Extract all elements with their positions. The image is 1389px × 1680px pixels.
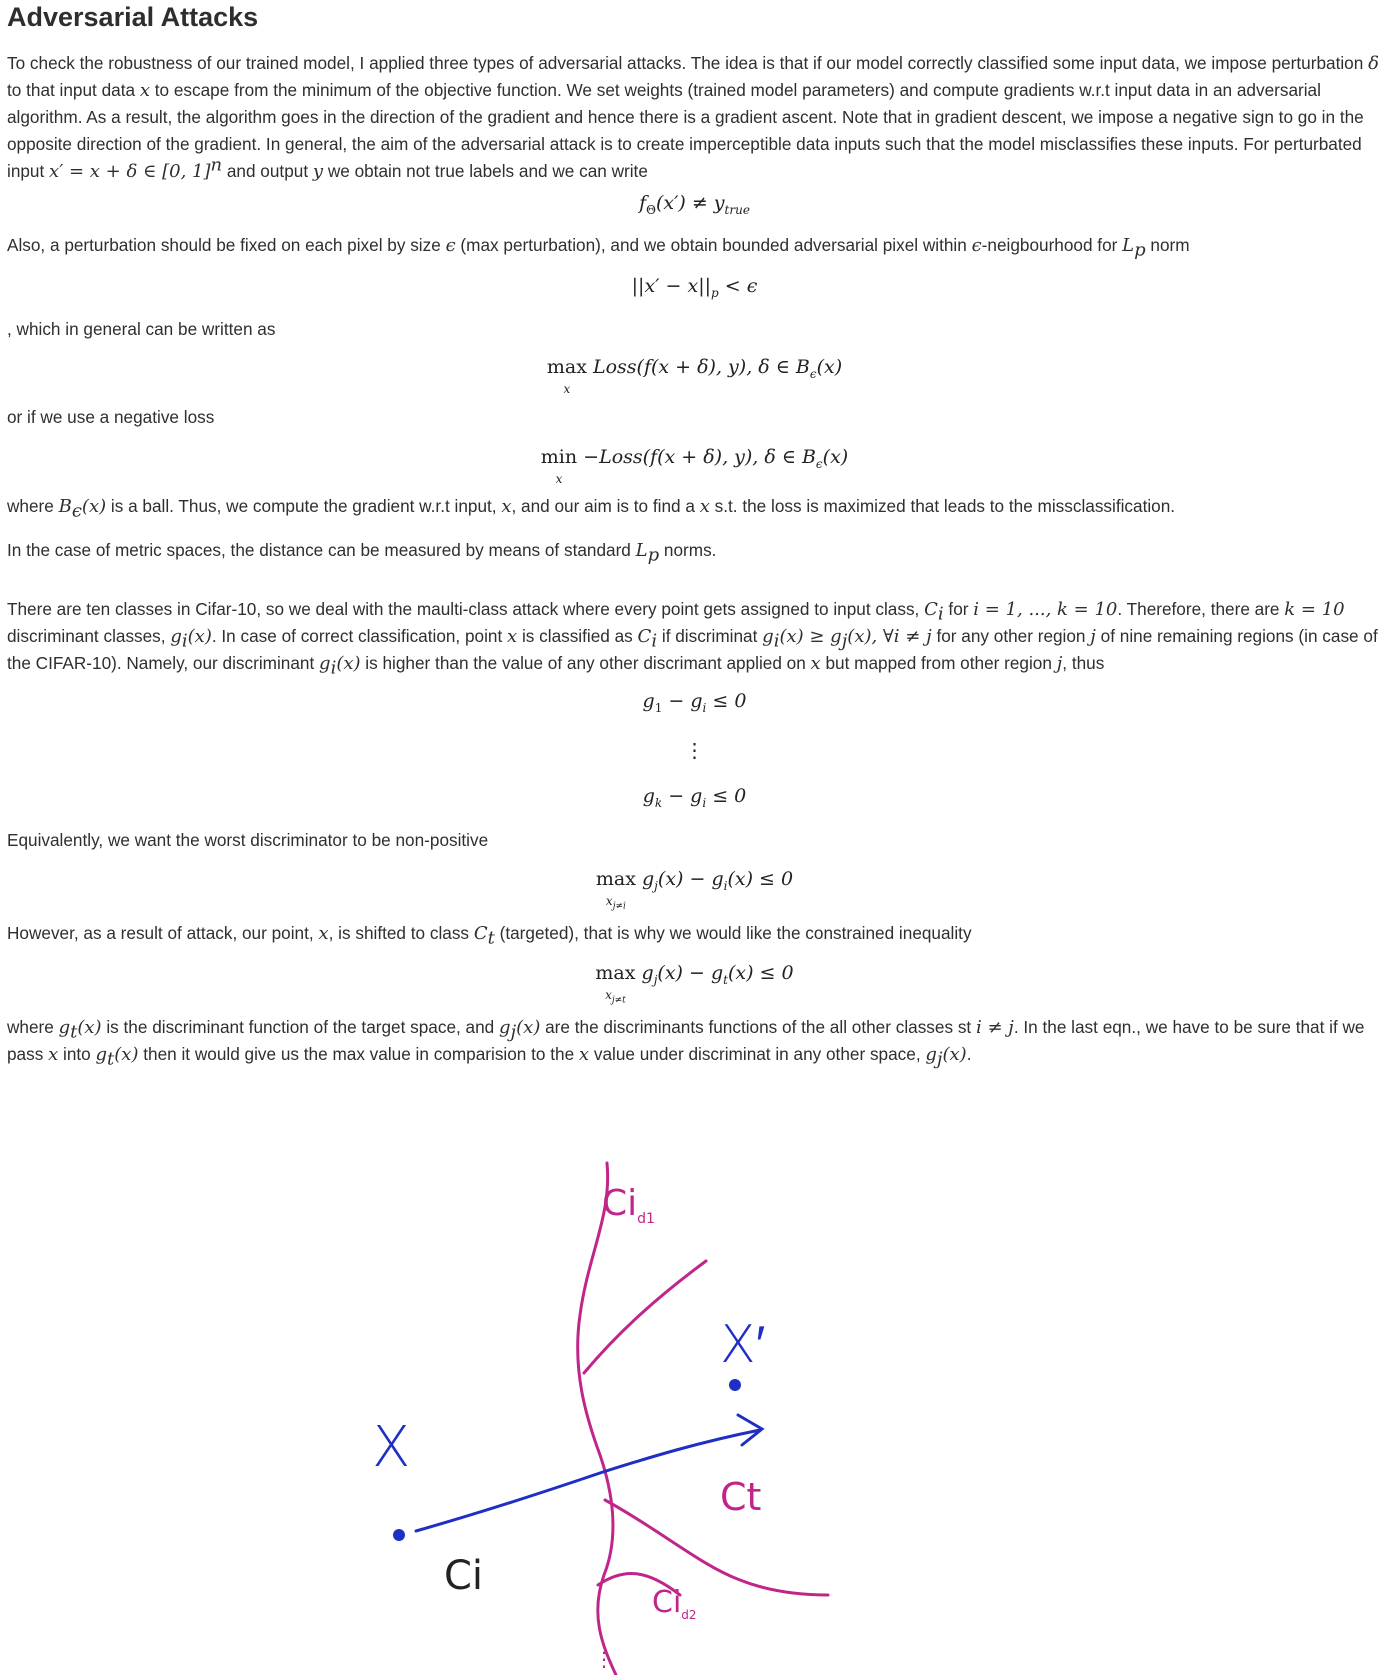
- math-body: < ϵ: [718, 275, 758, 297]
- text-run: if discriminat: [657, 626, 763, 646]
- negative-loss-text: or if we use a negative loss: [7, 407, 215, 427]
- math-sub: p: [647, 544, 660, 566]
- math-C: C: [924, 599, 938, 620]
- text-run: then it would give us the max value in comparision to the: [138, 1044, 579, 1064]
- operator-subscript: x: [563, 382, 571, 396]
- operator-subscript-var: x: [605, 988, 612, 1002]
- math-range: i = 1, ..., k = 10: [973, 599, 1118, 620]
- text-run: Also, a perturbation should be fixed on each pixel by size: [7, 235, 446, 255]
- math-sub: i: [651, 630, 658, 652]
- math-x: x: [48, 1044, 59, 1065]
- math-sub: i: [702, 700, 707, 715]
- math-sub: i: [181, 630, 188, 652]
- text-run: to escape from the minimum of the objective function. We set weights (trained model parameters) and compute gradients w.r.t input data in an adversarial algorithm. As a result, the algorithm goes in the direction of the gradient and hence there is a gradient ascent. Note that in gradient descent, we impose a negative sign to go in the opposite direction of the gradient. In general, the aim of the adversarial attack is to create imperceptible data inputs such that the model misclassifies these inputs. For perturbated input: [7, 80, 1364, 181]
- math-g: g: [95, 1044, 108, 1065]
- math-g: g: [925, 1044, 937, 1065]
- text-run: but mapped from other region: [820, 653, 1057, 673]
- min-operator: [540, 446, 578, 486]
- math-sub: i: [937, 603, 944, 625]
- math-sub: i: [773, 630, 780, 652]
- adversarial-shift-figure: [372, 1155, 900, 1675]
- math-g: g: [319, 653, 331, 674]
- label-cid2-main: Ci: [652, 1585, 682, 1620]
- section-title: Adversarial Attacks: [7, 2, 259, 32]
- math-sub: j: [936, 1048, 943, 1070]
- operator-text: max: [546, 356, 587, 378]
- math-L: L: [635, 540, 648, 561]
- math-sub: j: [510, 1021, 517, 1043]
- math-i-neq-j: i ≠ j: [975, 1017, 1014, 1038]
- upper-boundary-branch: [584, 1261, 706, 1373]
- math-body: (x): [942, 1044, 967, 1065]
- math-f: f: [639, 192, 647, 214]
- text-run: In the case of metric spaces, the distance can be measured by means of standard: [7, 540, 636, 560]
- equation-norm-bound: [0, 275, 1389, 300]
- intro-paragraph: [7, 50, 1382, 185]
- math-g: g: [641, 962, 654, 984]
- math-sub: j: [653, 972, 658, 987]
- math-C: C: [473, 923, 488, 944]
- math-body: (x): [516, 1017, 541, 1038]
- operator-subscript-index: j≠i: [612, 901, 626, 912]
- text-run: However, as a result of attack, our point,: [7, 923, 319, 943]
- vertical-ellipsis: ⋮: [684, 738, 705, 762]
- text-run: , thus: [1062, 653, 1105, 673]
- math-j: j: [1090, 626, 1096, 647]
- equation-g1-gi: [0, 690, 1389, 715]
- math-perturbed-input: x′ = x + δ ∈ [0, 1]: [49, 161, 211, 182]
- label-cid2: [652, 1585, 697, 1620]
- text-run: norms.: [659, 540, 717, 560]
- equation-misclassification: [0, 192, 1389, 217]
- operator-subscript: [596, 894, 636, 912]
- target-discriminant-paragraph: [7, 1014, 1382, 1068]
- text-run: s.t. the loss is maximized that leads to the missclassification.: [709, 496, 1176, 516]
- math-sub: Θ: [646, 202, 656, 217]
- lower-boundary-branch: [605, 1500, 828, 1595]
- math-C: C: [637, 626, 652, 647]
- math-x: x: [699, 496, 710, 517]
- general-form-text: , which in general can be written as: [7, 319, 276, 339]
- label-cid1: [602, 1183, 655, 1228]
- equation-max-loss: [0, 356, 1389, 396]
- math-x: x: [139, 80, 150, 101]
- text-run: . In the last eqn., we have to be sure that if we pass: [7, 1017, 1365, 1064]
- math-sub: t: [107, 1048, 115, 1070]
- math-x: x: [501, 496, 512, 517]
- operator-text: min: [540, 446, 578, 468]
- math-epsilon: ϵ: [445, 235, 456, 256]
- math-g: g: [762, 626, 774, 647]
- math-sub: p: [1134, 239, 1146, 261]
- math-sub: t: [723, 972, 728, 987]
- max-operator: [546, 356, 587, 396]
- math-body: ≤ 0: [706, 785, 747, 807]
- math-sub: i: [330, 657, 337, 679]
- text-run: is higher than the value of any other discrimant applied on: [360, 653, 811, 673]
- text-run: . Therefore, there are: [1117, 599, 1285, 619]
- operator-text: max: [595, 962, 636, 984]
- math-body: Loss(f(x + δ), y), δ ∈ B: [592, 356, 810, 378]
- math-body: (x): [77, 1017, 102, 1038]
- arrow-head: [738, 1415, 762, 1445]
- operator-subscript-var: x: [605, 894, 613, 908]
- math-x: x: [318, 923, 329, 944]
- math-body: (x) ≥ g: [779, 626, 842, 647]
- math-body: − g: [662, 785, 703, 807]
- math-body: (x) ≤ 0: [727, 962, 794, 984]
- label-xprime: X′: [720, 1315, 766, 1375]
- text-run: are the discriminants functions of the all other classes st: [540, 1017, 976, 1037]
- math-body: (x) − g: [657, 868, 724, 890]
- text-run: , is shifted to class: [328, 923, 474, 943]
- math-body: (x′) ≠ y: [655, 192, 725, 214]
- label-cid2-sub: d2: [681, 1608, 697, 1622]
- text-run: is a ball. Thus, we compute the gradient w.r.t input,: [106, 496, 502, 516]
- adversarial-point-xprime: [729, 1379, 741, 1391]
- math-body: − g: [662, 690, 703, 712]
- math-delta: δ: [1368, 53, 1379, 74]
- math-body: (x): [816, 356, 843, 378]
- equation-gk-gi: [0, 785, 1389, 810]
- worst-discriminator-text: Equivalently, we want the worst discriminator to be non-positive: [7, 830, 489, 850]
- math-x: x: [810, 653, 821, 674]
- targeted-shift-paragraph: [7, 920, 1382, 947]
- math-sub: t: [487, 927, 495, 949]
- figure-ellipsis: ⋮: [594, 1647, 614, 1671]
- text-run: is classified as: [517, 626, 638, 646]
- math-body: (x): [81, 496, 107, 517]
- label-ci: Ci: [444, 1553, 484, 1599]
- text-run: to that input data: [7, 80, 140, 100]
- math-k: k = 10: [1284, 599, 1345, 620]
- text-run: into: [58, 1044, 96, 1064]
- text-run: (max perturbation), and we obtain bounded adversarial pixel within: [455, 235, 972, 255]
- label-x: X: [372, 1415, 411, 1480]
- perturbation-paragraph: [7, 232, 1382, 259]
- math-j: j: [1056, 653, 1063, 674]
- operator-text: max: [595, 868, 636, 890]
- math-sub: p: [711, 285, 719, 300]
- math-sub: ϵ: [71, 500, 82, 522]
- text-run: for any other region: [931, 626, 1091, 646]
- math-sub: true: [724, 202, 750, 217]
- operator-subscript: x: [555, 472, 563, 486]
- equation-min-neg-loss: [0, 446, 1389, 486]
- cifar-classes-paragraph: [7, 596, 1382, 677]
- math-sub: j: [654, 878, 658, 893]
- math-sub: i: [702, 795, 707, 810]
- text-run: -neigbourhood for: [981, 235, 1123, 255]
- text-run: value under discriminat in any other space,: [589, 1044, 926, 1064]
- label-cid1-sub: d1: [637, 1211, 655, 1228]
- math-g: g: [499, 1017, 511, 1038]
- math-x: x: [507, 626, 518, 647]
- math-g: g: [170, 626, 182, 647]
- input-point-x: [393, 1529, 405, 1541]
- math-x: x: [578, 1044, 590, 1065]
- math-body: (x), ∀i ≠ j: [847, 626, 932, 647]
- text-run: . In case of correct classification, point: [211, 626, 508, 646]
- math-g: g: [642, 785, 655, 807]
- math-sup: n: [210, 154, 223, 176]
- math-B: B: [58, 496, 72, 517]
- math-sub: ϵ: [815, 456, 823, 471]
- math-L: L: [1122, 235, 1135, 256]
- math-body: (x) ≤ 0: [727, 868, 794, 890]
- math-sub: 1: [654, 700, 663, 715]
- text-run: of nine remaining regions (in case of the CIFAR-10). Namely, our discriminant: [7, 626, 1378, 673]
- math-body: ||x′ − x||: [631, 275, 712, 297]
- math-body: (x): [187, 626, 212, 647]
- math-sub: ϵ: [809, 366, 817, 381]
- text-run: (targeted), that is why we would like the constrained inequality: [494, 923, 972, 943]
- math-sub: i: [723, 878, 728, 893]
- math-body: ≤ 0: [706, 690, 747, 712]
- math-sub: t: [70, 1021, 78, 1043]
- text-run: .: [966, 1044, 972, 1064]
- text-run: where: [7, 1017, 59, 1037]
- metric-spaces-paragraph: [7, 537, 1382, 564]
- math-g: g: [642, 868, 655, 890]
- math-g: g: [58, 1017, 71, 1038]
- text-run: is the discriminant function of the target space, and: [101, 1017, 500, 1037]
- ball-paragraph: [7, 493, 1382, 520]
- math-body: (x): [114, 1044, 139, 1065]
- attack-arrow: [416, 1430, 760, 1531]
- text-run: There are ten classes in Cifar-10, so we deal with the maulti-class attack where every point gets assigned to input class,: [7, 599, 925, 619]
- math-body: (x) − g: [657, 962, 724, 984]
- math-y: y: [312, 161, 324, 182]
- label-ct: Ct: [720, 1475, 762, 1519]
- text-run: , and our aim is to find a: [511, 496, 700, 516]
- math-body: (x): [822, 446, 849, 468]
- math-sub: j: [841, 630, 848, 652]
- text-run: we obtain not true labels and we can write: [323, 161, 648, 181]
- operator-subscript: [595, 988, 635, 1006]
- text-run: and output: [222, 161, 313, 181]
- math-sub: k: [654, 795, 663, 810]
- label-cid1-main: Ci: [602, 1183, 638, 1224]
- math-body: (x): [336, 653, 361, 674]
- text-run: for: [943, 599, 974, 619]
- main-decision-boundary: [578, 1163, 616, 1675]
- math-epsilon: ϵ: [971, 235, 982, 256]
- text-run: norm: [1145, 235, 1190, 255]
- text-run: where: [7, 496, 59, 516]
- operator-subscript-index: j≠t: [611, 995, 626, 1006]
- text-run: discriminant classes,: [7, 626, 171, 646]
- math-g: g: [642, 690, 655, 712]
- text-run: To check the robustness of our trained model, I applied three types of adversarial attacks. The idea is that if our model correctly classified some input data, we impose perturbation: [7, 53, 1369, 73]
- math-body: −Loss(f(x + δ), y), δ ∈ B: [583, 446, 816, 468]
